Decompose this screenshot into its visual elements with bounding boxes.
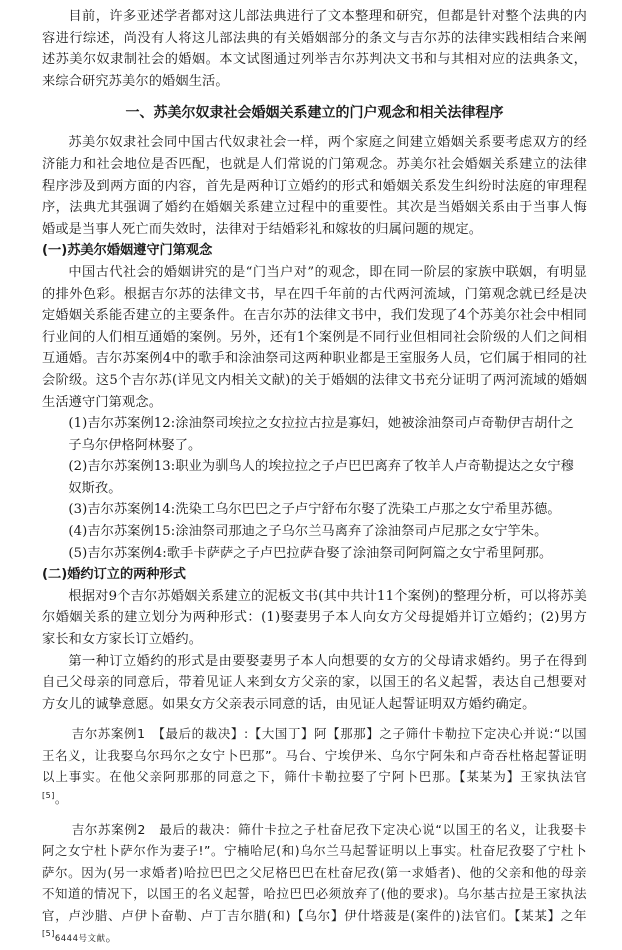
quote-case-2-note: 6444号文献	[54, 934, 106, 945]
footnote-ref[interactable]: [5]	[42, 790, 55, 800]
subsection-title-2: (二)婚约订立的两种形式	[42, 567, 186, 583]
subsection-2-paragraph-1: 根据对9个吉尔苏婚姻关系建立的泥板文书(其中共计11个案例)的整理分析，可以将苏美尔婚姻关系的建立划分为两种形式：(1)娶妻男子本人向女方父母提婚并订立婚约；(2)男方家长和女方家长订立婚约。	[42, 588, 587, 648]
quote-case-1-text: 吉尔苏案例1 【最后的裁决】:【大国丁】阿【那那】之子筛什卡勒拉下定决心并说:“以国王名义，让我娶乌尔玛尔之女宁卜巴那”。马台、宁埃伊米、乌尔宁阿朱和卢奇吞杜格起誓证明以上事实。在他父亲阿那那的同意之下，筛什卡勒拉娶了宁阿卜巴那。【某某为】王家执法官	[42, 726, 587, 785]
case-item-3: (3)吉尔苏案例14:洗染工乌尔巴巴之子卢宁舒布尔娶了洗染工卢那之女宁希里苏德。	[68, 502, 561, 518]
quote-case-1-end: 。	[54, 790, 68, 806]
section-paragraph: 苏美尔奴隶社会同中国古代奴隶社会一样，两个家庭之间建立婚姻关系要考虑双方的经济能力和社会地位是否匹配，也就是人们常说的门第观念。苏美尔社会婚姻关系建立的法律程序涉及到两方面的内容，首先是两种订立婚约的形式和婚姻关系发生纠纷时法庭的审理程序，法典尤其强调了婚约在婚姻关系建立过程中的重要性。其次是当婚姻关系由于当事人悔婚或是当事人死亡而失效时，法律对于结婚彩礼和嫁妆的归属问题的规定。	[42, 135, 587, 237]
quote-case-2	[42, 819, 587, 950]
quote-case-2-end: 。	[105, 929, 119, 945]
quote-case-2-text: 吉尔苏案例2 最后的裁决：筛什卡拉之子杜奋尼孜下定决心说“以国王的名义，让我娶卡阿之女宁杜卜萨尔作为妻子!”。宁楠哈尼(和)乌尔兰马起誓证明以上事实。杜奋尼孜娶了宁杜卜萨尔。因为(另一求婚者)哈拉巴巴之父尼格巴巴在杜奋尼孜(第一求婚者)、他的父亲和他的母亲不知道的情况下，以国王的名义起誓，哈拉巴巴必须放弃了(他的要求)。乌尔基古拉是王家执法官，卢沙腊、卢伊卜奋勒、卢丁吉尔腊(和)【乌尔】伊什塔菠是(案件的)法官们。【某某】之年	[42, 822, 587, 923]
case-item-5: (5)吉尔苏案例4:歌手卡萨萨之子卢巴拉萨旮娶了涂油祭司阿阿篇之女宁希里阿那。	[68, 545, 553, 561]
intro-paragraph: 目前，许多亚述学者都对这儿部法典进行了文本整理和研究，但都是针对整个法典的内容进行综述，尚没有人将这儿部法典的有关婚姻部分的条文与吉尔苏的法律实践相结合来阐述苏美尔奴隶制社会的婚姻。本文试图通过列举吉尔苏判决文书和与其相对应的法典条文，来综合研究苏美尔的婚姻生活。	[42, 9, 587, 89]
subsection-title-1: (一)苏美尔婚姻遵守门第观念	[42, 243, 213, 259]
case-item-1: (1)吉尔苏案例12:涂油祭司埃拉之女拉拉古拉是寡妇，她被涂油祭司卢奇勒伊吉胡什之子乌尔伊格阿林娶了。	[68, 416, 574, 453]
case-item-2: (2)吉尔苏案例13:职业为驯鸟人的埃拉拉之子卢巴巴离弃了牧羊人卢奇勒提达之女宁穆奴斯孜。	[68, 459, 574, 496]
section-title: 一、苏美尔奴隶社会婚姻关系建立的门户观念和相关法律程序	[125, 105, 504, 122]
quote-case-1	[42, 723, 587, 809]
footnote-ref[interactable]: [5]	[42, 928, 55, 938]
page	[42, 6, 587, 950]
case-item-4: (4)吉尔苏案例15:涂油祭司那迪之子乌尔兰马离弃了涂油祭司卢尼那之女宁竽朱。	[68, 524, 548, 540]
subsection-1-paragraph: 中国古代社会的婚姻讲究的是“门当户对”的观念，即在同一阶层的家族中联姻，有明显的排外色彩。根据吉尔苏的法律文书，早在四千年前的古代两河流域，门第观念就已经是决定婚姻关系能否建立的主要条件。在吉尔苏的法律文书中，我们发现了4个苏美尔社会中相同行业间的人们相互通婚的案例。另外，还有1个案例是不同行业但相同社会阶级的人们之间相互通婚。吉尔苏案例4中的歌手和涂油祭司这两种职业都是王室服务人员，它们属于相同的社会阶级。这5个吉尔苏(详见文内相关文献)的关于婚姻的法律文书充分证明了两河流域的婚姻生活遵守门第观念。	[42, 264, 587, 410]
subsection-2-paragraph-2: 第一种订立婚约的形式是由要娶妻男子本人向想要的女方的父母请求婚约。男子在得到自己父母亲的同意后，带着见证人来到女方父亲的家，以国王的名义起誓，表达自己想要对方女儿的诚挚意愿。如果女方父亲表示同意的话，由见证人起誓证明双方婚约确定。	[42, 653, 587, 712]
